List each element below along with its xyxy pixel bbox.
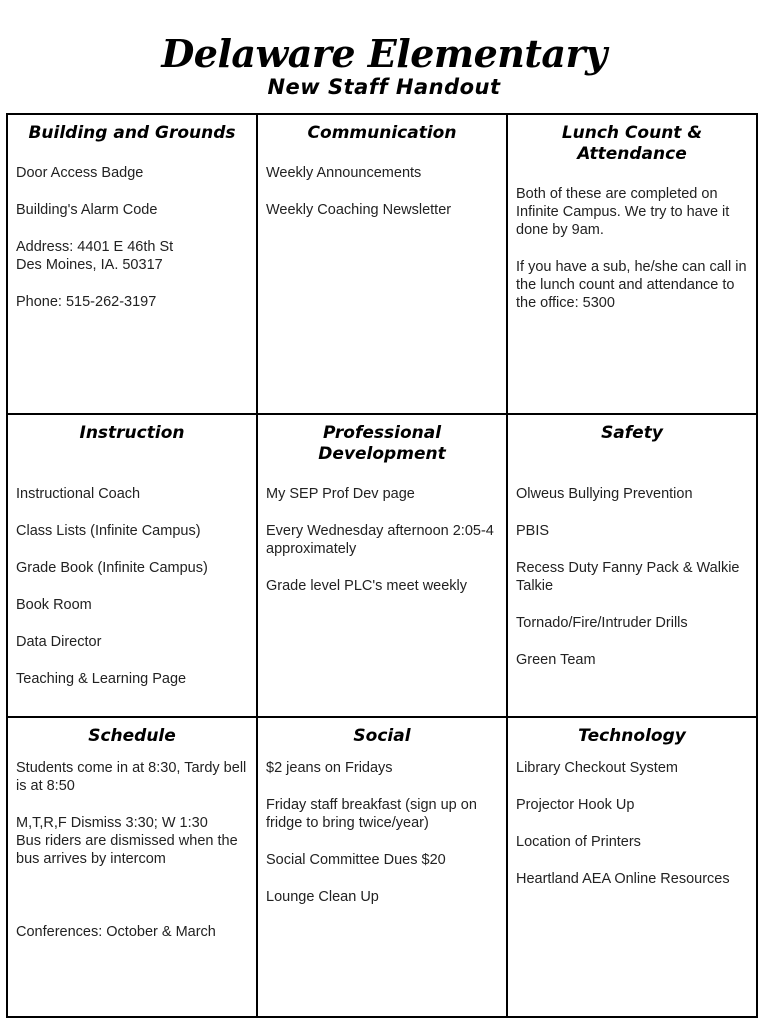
section-title: Lunch Count & Attendance — [561, 123, 703, 164]
section-schedule — [7, 717, 257, 1017]
list-item: Phone: 515-262-3197 — [16, 294, 157, 310]
list-item: Recess Duty Fanny Pack & Walkie Talkie — [516, 559, 740, 594]
list-item: Green Team — [516, 651, 596, 668]
list-item: If you have a sub, he/she can call in the lunch count and attendance to the office: 5300 — [516, 259, 747, 311]
list-item: Address: 4401 E 46th St Des Moines, IA. 50317 — [16, 239, 174, 273]
list-item: Both of these are completed on Infinite Campus. We try to have it done by 9am. — [516, 186, 730, 238]
list-item: Olweus Bullying Prevention — [516, 485, 693, 502]
section-title: Instruction — [79, 422, 185, 443]
list-item: Weekly Coaching Newsletter — [266, 202, 452, 218]
section-communication — [257, 114, 507, 414]
section-title: Safety — [601, 422, 663, 443]
section-title: Social — [353, 726, 411, 747]
list-item: PBIS — [516, 522, 550, 539]
list-item: Social Committee Dues $20 — [266, 852, 446, 869]
section-title: Professional Development — [318, 422, 446, 464]
list-item: Building's Alarm Code — [16, 202, 158, 218]
list-item: Teaching & Learning Page — [16, 670, 187, 687]
list-item: $2 jeans on Fridays — [266, 760, 393, 777]
list-item: Friday staff breakfast (sign up on fridge to bring twice/year) — [266, 797, 477, 832]
list-item: Conferences: October & March — [16, 924, 216, 941]
grid-row — [7, 414, 757, 717]
list-item: Grade level PLC's meet weekly — [266, 577, 468, 594]
list-item: Grade Book (Infinite Campus) — [16, 559, 208, 576]
page-title: Delaware Elementary — [161, 31, 607, 76]
section-title: Communication — [307, 123, 457, 143]
list-item: Lounge Clean Up — [266, 889, 379, 906]
list-item: Book Room — [16, 596, 92, 613]
section-building-and-grounds — [7, 114, 257, 414]
list-item: Every Wednesday afternoon 2:05-4 approximately — [266, 522, 494, 557]
section-title: Building and Grounds — [28, 123, 236, 143]
list-item: M,T,R,F Dismiss 3:30; W 1:30 Bus riders are dismissed when the bus arrives by intercom — [16, 815, 238, 868]
handout-header — [0, 32, 768, 100]
handout-grid — [6, 113, 758, 1018]
page-subtitle: New Staff Handout — [267, 75, 501, 99]
list-item: Class Lists (Infinite Campus) — [16, 522, 201, 539]
list-item: Students come in at 8:30, Tardy bell is at 8:50 — [16, 760, 247, 795]
list-item: Data Director — [16, 633, 102, 650]
section-technology — [507, 717, 757, 1017]
section-lunch-count-attendance — [507, 114, 757, 414]
grid-row — [7, 114, 757, 414]
list-item: Door Access Badge — [16, 165, 144, 181]
section-title: Technology — [578, 726, 686, 747]
list-item: Library Checkout System — [516, 760, 678, 777]
list-item: My SEP Prof Dev page — [266, 485, 415, 502]
list-item: Heartland AEA Online Resources — [516, 871, 730, 888]
list-item: Weekly Announcements — [266, 165, 422, 181]
section-instruction — [7, 414, 257, 717]
section-title: Schedule — [88, 726, 176, 747]
list-item: Location of Printers — [516, 834, 641, 851]
list-item: Projector Hook Up — [516, 797, 635, 814]
grid-row — [7, 717, 757, 1017]
list-item: Tornado/Fire/Intruder Drills — [516, 614, 688, 631]
section-professional-development — [257, 414, 507, 717]
section-social — [257, 717, 507, 1017]
section-safety — [507, 414, 757, 717]
list-item: Instructional Coach — [16, 485, 141, 502]
